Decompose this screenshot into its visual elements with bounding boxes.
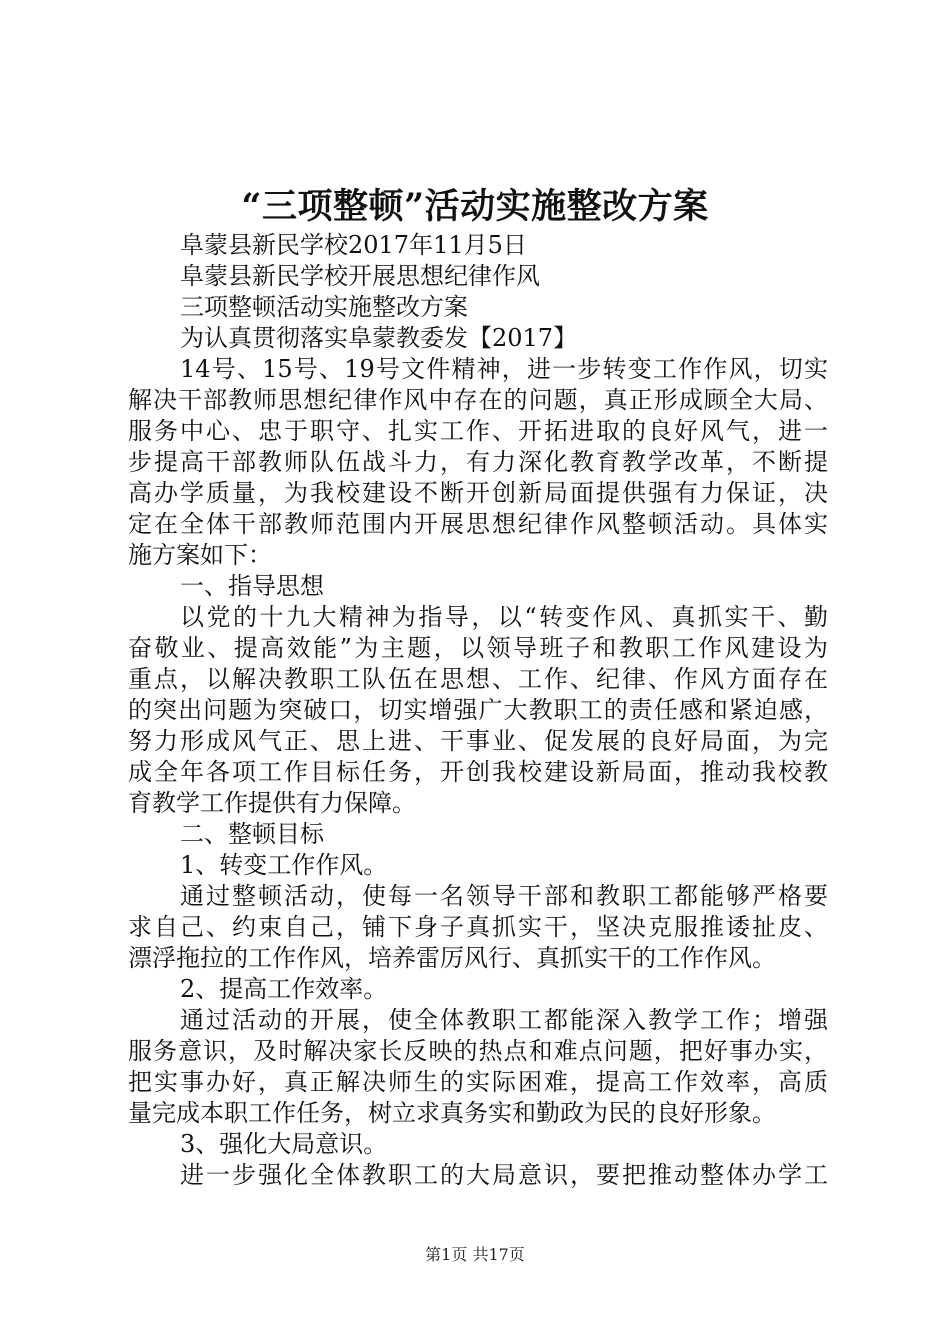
text-line: 通过活动的开展，使全体教职工都能深入教学工作；增强 xyxy=(180,1006,828,1034)
subsection-heading: 1、转变工作作风。 xyxy=(180,851,388,879)
text-line: 量完成本职工作任务，树立求真务实和勤政为民的良好形象。 xyxy=(128,1099,776,1127)
text-line: 步提高干部教师队伍战斗力，有力深化教育教学改革，不断提 xyxy=(128,448,828,476)
text-line: 奋敬业、提高效能”为主题，以领导班子和教职工作风建设为 xyxy=(128,634,828,662)
section-heading: 二、整顿目标 xyxy=(180,820,324,848)
text-line: 成全年各项工作目标任务，开创我校建设新局面，推动我校教 xyxy=(128,758,828,786)
text-line: 服务中心、忠于职守、扎实工作、开拓进取的良好风气，进一 xyxy=(128,417,828,445)
text-line: 漂浮拖拉的工作作风，培养雷厉风行、真抓实干的工作作风。 xyxy=(128,944,776,972)
text-line: 努力形成风气正、思上进、干事业、促发展的良好局面，为完 xyxy=(128,727,828,755)
text-line: 的突出问题为突破口，切实增强广大教职工的责任感和紧迫感， xyxy=(128,696,828,724)
text-line: 施方案如下： xyxy=(128,541,272,569)
text-line: 通过整顿活动，使每一名领导干部和教职工都能够严格要 xyxy=(180,882,828,910)
text-line: 解决干部教师思想纪律作风中存在的问题，真正形成顾全大局、 xyxy=(128,386,828,414)
text-line: 把实事办好，真正解决师生的实际困难，提高工作效率，高质 xyxy=(128,1068,828,1096)
text-line: 14号、15号、19号文件精神，进一步转变工作作风，切实 xyxy=(180,355,828,383)
document-title: “三项整顿”活动实施整改方案 xyxy=(241,186,709,227)
text-line: 为认真贯彻落实阜蒙教委发【2017】 xyxy=(180,324,578,352)
text-line: 进一步强化全体教职工的大局意识，要把推动整体办学工 xyxy=(180,1161,828,1189)
page-number-footer: 第1页 共17页 xyxy=(425,1245,525,1264)
text-line: 三项整顿活动实施整改方案 xyxy=(180,293,468,321)
text-line: 定在全体干部教师范围内开展思想纪律作风整顿活动。具体实 xyxy=(128,510,828,538)
subsection-heading: 3、强化大局意识。 xyxy=(180,1130,388,1158)
text-line: 以党的十九大精神为指导，以“转变作风、真抓实干、勤 xyxy=(180,603,828,631)
text-line: 高办学质量，为我校建设不断开创新局面提供强有力保证，决 xyxy=(128,479,828,507)
section-heading: 一、指导思想 xyxy=(180,572,324,600)
text-line: 育教学工作提供有力保障。 xyxy=(128,789,416,817)
text-line: 阜蒙县新民学校开展思想纪律作风 xyxy=(180,262,540,290)
text-line: 服务意识，及时解决家长反映的热点和难点问题，把好事办实， xyxy=(128,1037,828,1065)
subsection-heading: 2、提高工作效率。 xyxy=(180,975,388,1003)
text-line: 阜蒙县新民学校2017年11月5日 xyxy=(180,231,527,259)
text-line: 重点，以解决教职工队伍在思想、工作、纪律、作风方面存在 xyxy=(128,665,828,693)
document-body xyxy=(128,230,828,1191)
text-line: 求自己、约束自己，铺下身子真抓实干，坚决克服推诿扯皮、 xyxy=(128,913,828,941)
